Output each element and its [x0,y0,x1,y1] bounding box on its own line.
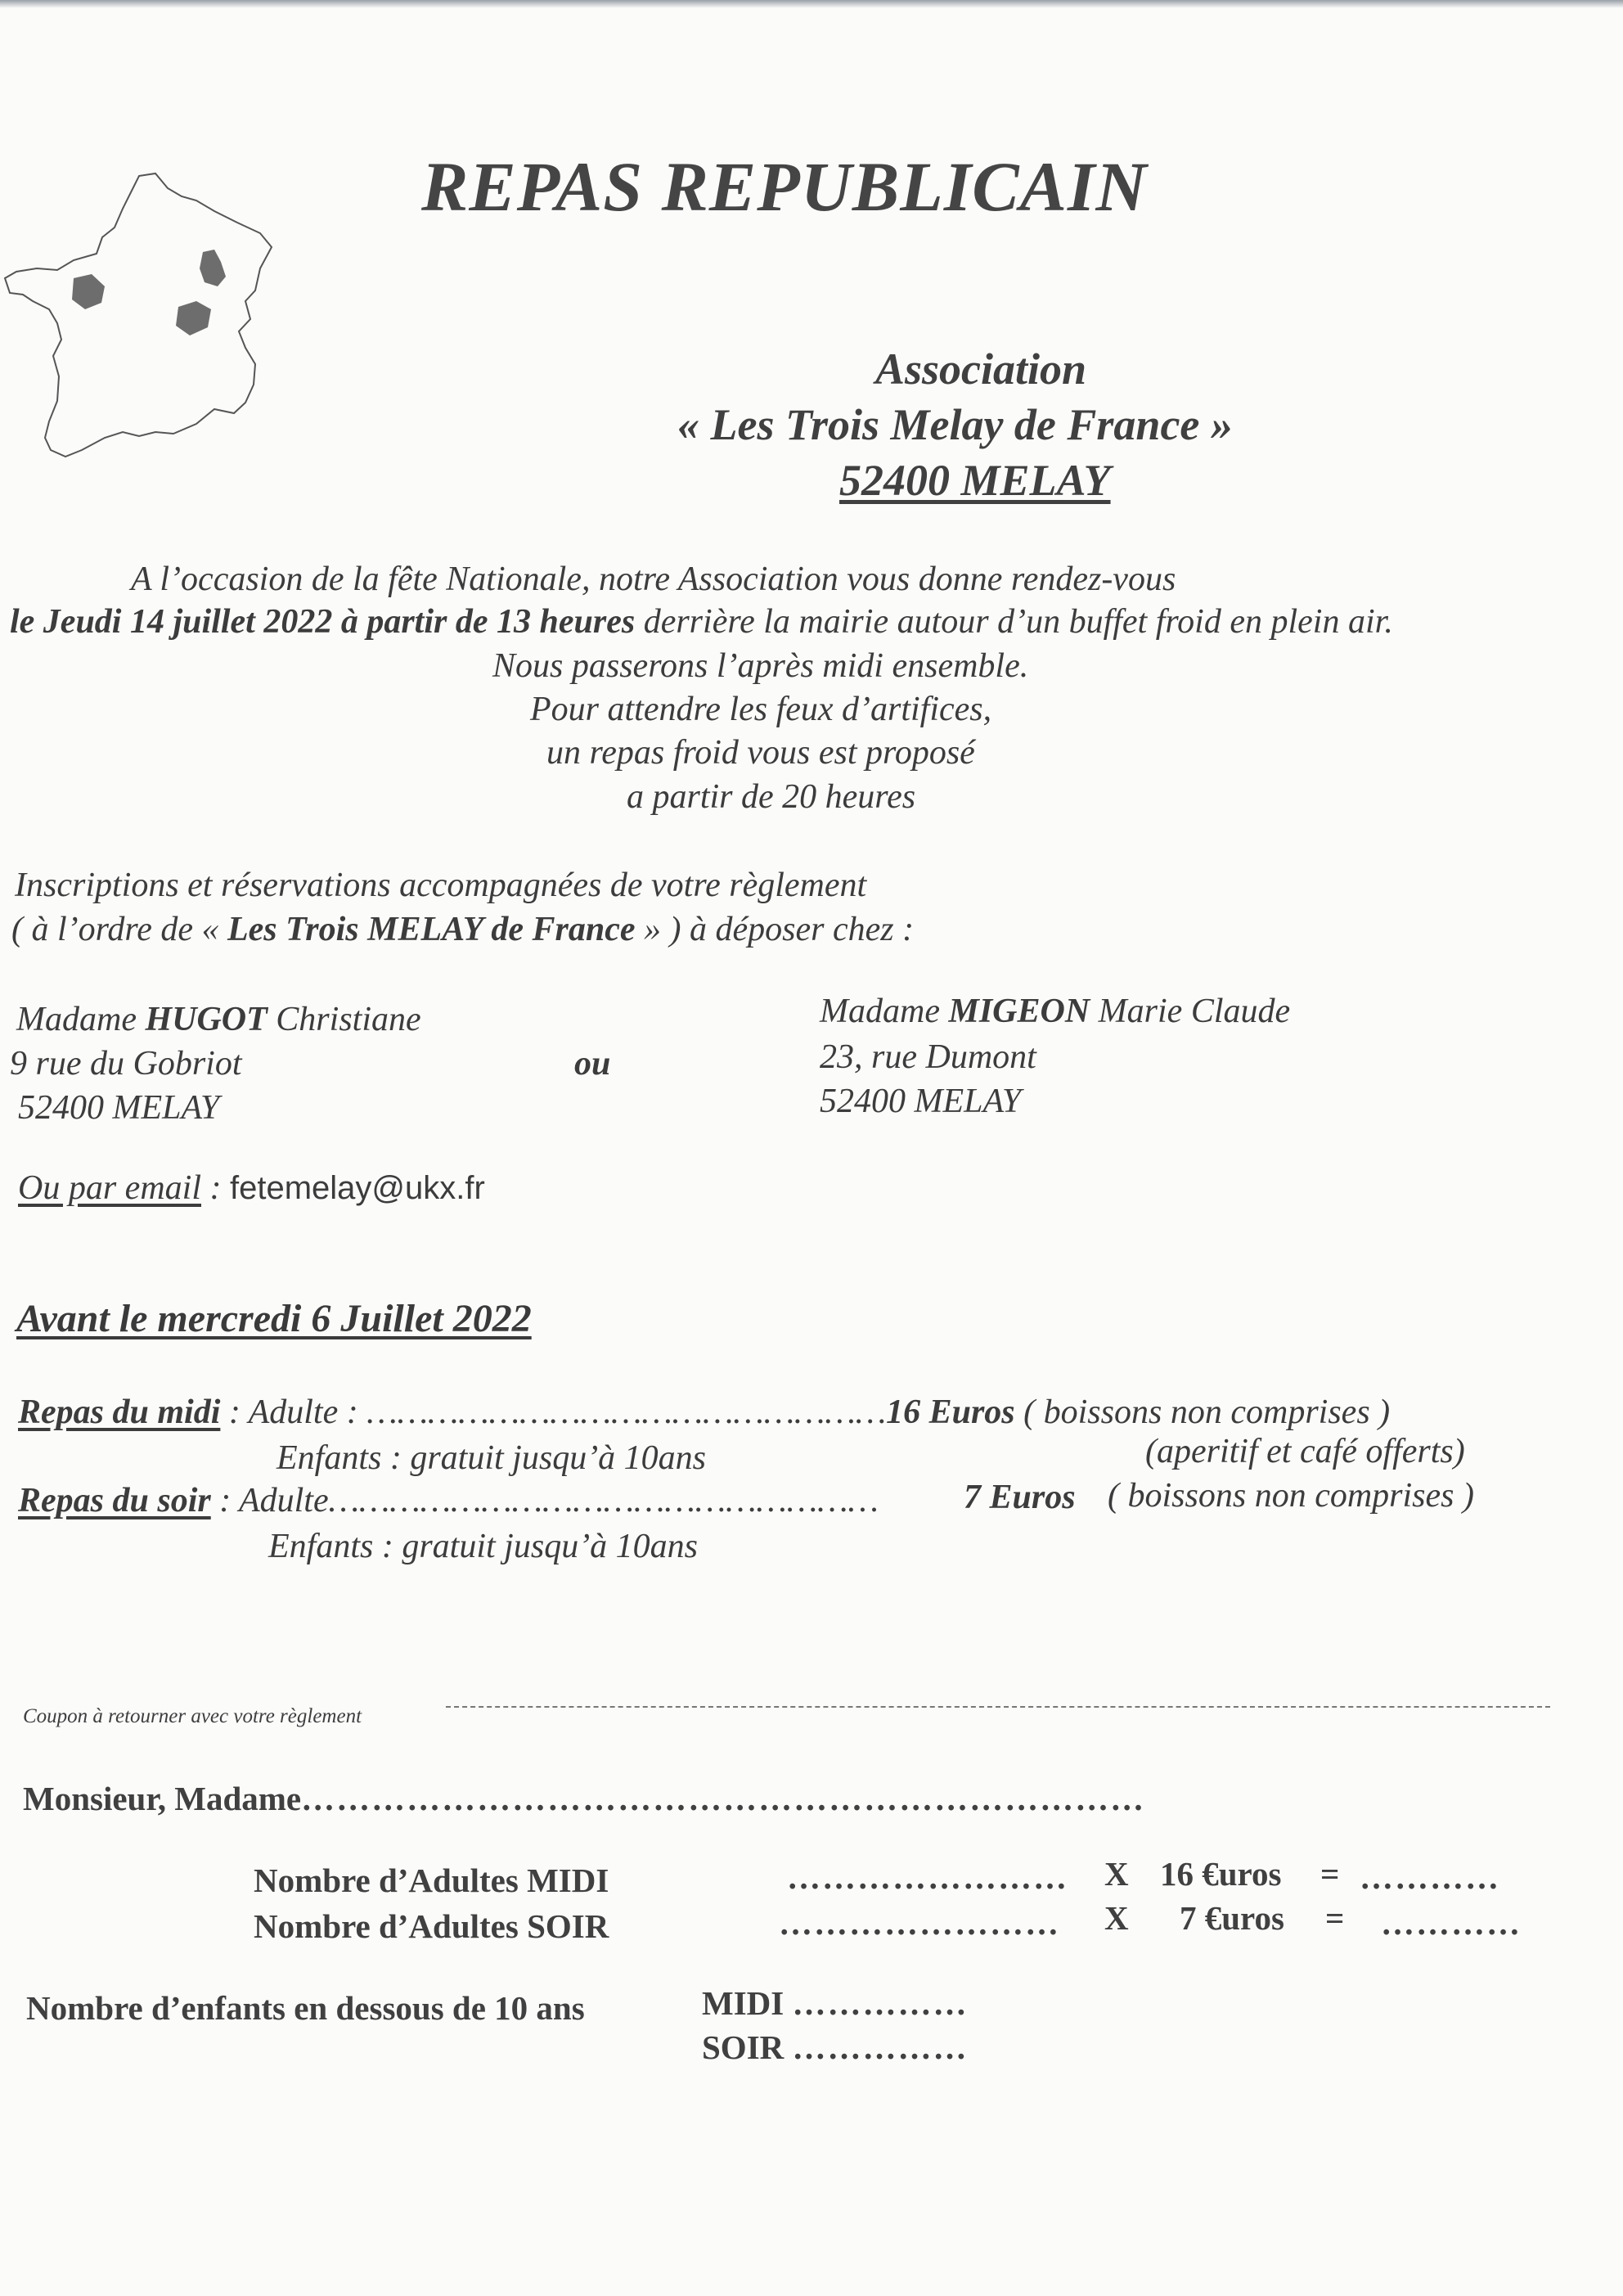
midi-price: 16 Euros [886,1393,1015,1431]
region-northeast-marker [200,250,226,286]
intro-line-2 [10,602,1393,642]
email-separator: : [201,1169,230,1207]
email-line [18,1168,485,1208]
adults-soir-price: 7 €uros [1180,1899,1284,1937]
contact-2-prefix: Madame [820,993,949,1030]
association-city: 52400 MELAY [839,456,1111,505]
association-label: Association [875,344,1087,394]
inscriptions-pre: ( à l’ordre de « [11,911,227,948]
children-label: Nombre d’enfants en dessous de 10 ans [26,1989,585,2027]
page-title: REPAS REPUBLICAIN [421,147,1148,226]
france-map-illustration [0,164,286,466]
coupon-name-label: Monsieur, Madame [23,1780,302,1817]
region-center-marker [176,301,211,335]
adults-midi-x: X [1104,1855,1129,1893]
region-west-marker [72,274,105,309]
coupon-name-field[interactable]: ……………………………………………………………… [301,1780,1146,1817]
france-outline [5,173,272,457]
email-label: Ou par email [18,1169,201,1207]
soir-label: Repas du soir [18,1482,211,1519]
contact-1-name [16,1000,421,1039]
children-midi-label: MIDI [702,1984,785,2022]
contact-2-name [820,992,1290,1031]
children-midi-row [702,1983,968,2023]
children-soir-label: SOIR [702,2028,785,2066]
adults-soir-total[interactable]: ………… [1381,1904,1522,1942]
midi-children: Enfants : gratuit jusqu’à 10ans [276,1439,707,1477]
midi-adult-row [18,1393,1390,1432]
intro-line-1: A l’occasion de la fête Nationale, notre Association vous donne rendez-vous [131,560,1176,598]
children-soir-field[interactable]: …………… [792,2028,969,2066]
midi-adult-dots: : Adulte : …………………………………………… [220,1393,887,1431]
contact-1-surname: HUGOT [145,1001,268,1038]
inscriptions-line-1: Inscriptions et réservations accompagnées de votre règlement [15,867,867,904]
coupon-header: Coupon à retourner avec votre règlement [23,1705,362,1727]
adults-soir-field[interactable]: …………………… [779,1904,1060,1942]
inscriptions-payee: Les Trois MELAY de France [227,911,636,948]
deadline: Avant le mercredi 6 Juillet 2022 [16,1297,532,1340]
contact-1-prefix: Madame [16,1001,146,1038]
intro-line-2-rest: derrière la mairie autour d’un buffet froid en plein air. [635,603,1393,641]
event-date: le Jeudi 14 juillet 2022 à partir de 13 heures [10,603,636,641]
coupon-cut-line [446,1706,1550,1708]
adults-midi-field[interactable]: …………………… [787,1858,1068,1896]
midi-label: Repas du midi [18,1393,221,1431]
france-map-svg [0,164,286,466]
intro-line-6: a partir de 20 heures [627,778,916,816]
adults-midi-price: 16 €uros [1160,1855,1282,1893]
adults-midi-total[interactable]: ………… [1360,1858,1500,1896]
contact-2-surname: MIGEON [948,993,1090,1030]
contact-1-street: 9 rue du Gobriot [10,1045,242,1083]
contact-2-street: 23, rue Dumont [820,1038,1036,1076]
intro-line-5: un repas froid vous est proposé [546,734,975,772]
association-name: « Les Trois Melay de France » [677,400,1233,449]
adults-midi-label: Nombre d’Adultes MIDI [254,1862,609,1899]
contact-1-city: 52400 MELAY [18,1089,220,1127]
adults-soir-x: X [1104,1899,1129,1937]
soir-children: Enfants : gratuit jusqu’à 10ans [268,1528,699,1565]
adults-midi-equals: = [1320,1855,1340,1893]
contact-2-city: 52400 MELAY [820,1083,1022,1120]
soir-adult-row [18,1481,879,1520]
children-soir-row [702,2028,969,2067]
inscriptions-line-2 [11,910,914,949]
adults-soir-equals: = [1325,1899,1345,1937]
soir-price: 7 Euros [964,1479,1076,1516]
midi-extra: (aperitif et café offerts) [1145,1433,1465,1470]
coupon-name-row [23,1779,1145,1818]
contact-1-firstname: Christiane [267,1001,421,1038]
intro-line-3: Nous passerons l’après midi ensemble. [492,647,1029,685]
or-separator: ou [574,1045,611,1083]
email-address[interactable]: fetemelay@ukx.fr [230,1170,485,1206]
scan-top-edge [0,0,1623,8]
adults-soir-label: Nombre d’Adultes SOIR [254,1907,609,1945]
children-midi-field[interactable]: …………… [792,1984,969,2022]
soir-adult-dots: : Adulte……………………………………………… [210,1482,879,1519]
contact-2-firstname: Marie Claude [1090,993,1291,1030]
soir-note: ( boissons non comprises ) [1108,1477,1474,1515]
inscriptions-post: » ) à déposer chez : [635,911,915,948]
midi-note: ( boissons non comprises ) [1014,1393,1391,1431]
intro-line-4: Pour attendre les feux d’artifices, [530,691,992,728]
